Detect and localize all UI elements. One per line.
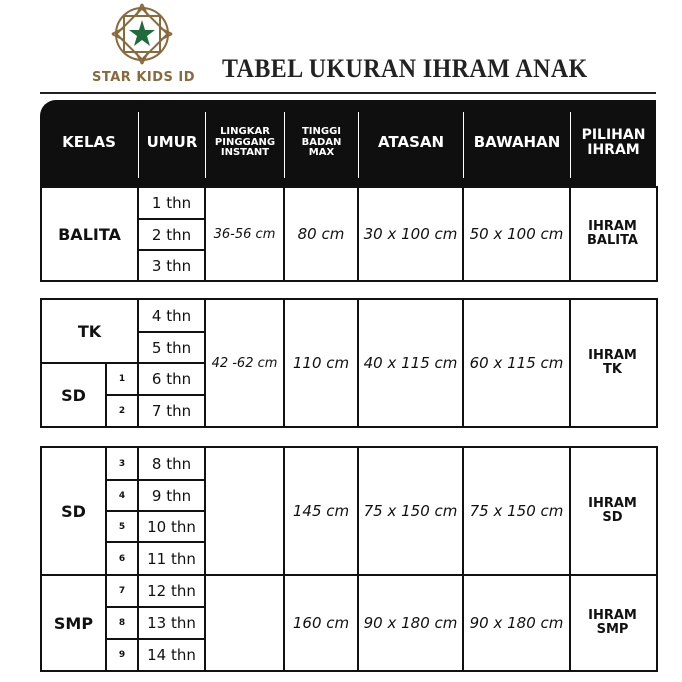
page-title: TABEL UKURAN IHRAM ANAK (222, 54, 588, 83)
header-pilihan-line: PILIHAN (581, 127, 646, 144)
grade-number: 7 (118, 586, 126, 596)
grade-number: 2 (118, 406, 126, 416)
bawahan-value: 90 x 180 cm (469, 614, 564, 632)
age-cell: 6 thn (151, 370, 192, 388)
age-cell: 4 thn (151, 306, 192, 325)
bawahan-value: 50 x 100 cm (469, 225, 564, 243)
pilihan-line: IHRAM (588, 218, 637, 234)
age-cell: 5 thn (151, 338, 192, 357)
kelas-tk: TK (77, 321, 102, 341)
pilihan-tk (571, 300, 654, 426)
lingkar-value: 42 -62 cm (211, 355, 278, 371)
star-ornament-icon (110, 2, 174, 66)
tinggi-value: 110 cm (292, 354, 350, 372)
grade-number: 5 (118, 521, 126, 532)
header-tinggi-line: BADAN (301, 136, 342, 148)
atasan-value: 90 x 180 cm (363, 614, 458, 632)
age-cell: 7 thn (151, 402, 192, 420)
atasan-value: 75 x 150 cm (363, 502, 458, 520)
pilihan-sd (571, 448, 654, 574)
header-pilihan-line: IHRAM (587, 142, 640, 158)
grade-number: 1 (118, 374, 126, 384)
kelas-smp: SMP (53, 613, 94, 633)
age-cell: 1 thn (151, 194, 192, 212)
header-tinggi-line: TINGGI (301, 126, 342, 138)
header-tinggi-line: MAX (308, 147, 335, 159)
kelas-sd: SD (61, 385, 86, 405)
pilihan-line: TK (603, 362, 622, 377)
title-divider (40, 92, 656, 94)
header-lingkar-line: PINGGANG (214, 136, 276, 148)
atasan-value: 30 x 100 cm (363, 225, 458, 243)
grade-number: 3 (118, 458, 126, 469)
kelas-sd: SD (61, 501, 86, 521)
pilihan-line: IHRAM (588, 495, 637, 511)
lingkar-value: 36-56 cm (213, 226, 276, 242)
tinggi-value: 145 cm (292, 502, 350, 520)
pilihan-smp (571, 576, 654, 670)
age-cell: 13 thn (147, 614, 196, 632)
header-atasan: ATASAN (377, 133, 445, 152)
pilihan-line: IHRAM (588, 347, 637, 363)
tinggi-value: 160 cm (292, 614, 350, 632)
atasan-value: 40 x 115 cm (363, 354, 458, 372)
age-cell: 8 thn (151, 454, 192, 473)
age-cell: 11 thn (147, 549, 196, 568)
kelas-balita: BALITA (58, 224, 121, 244)
age-cell: 3 thn (151, 256, 192, 275)
pilihan-line: BALITA (586, 233, 638, 248)
header-kelas: KELAS (62, 133, 116, 152)
age-cell: 2 thn (151, 225, 192, 244)
header-pilihan (571, 100, 656, 186)
header-umur: UMUR (146, 133, 198, 152)
grade-number: 4 (118, 490, 126, 501)
grade-number: 6 (118, 553, 126, 564)
header-lingkar-line: LINGKAR (220, 126, 270, 138)
grade-number: 9 (118, 650, 126, 660)
brand-name: STAR KIDS ID (92, 70, 196, 85)
bawahan-value: 60 x 115 cm (469, 354, 564, 372)
pilihan-line: IHRAM (588, 607, 637, 623)
header-lingkar (206, 100, 284, 186)
age-cell: 10 thn (147, 517, 196, 536)
age-cell: 12 thn (147, 582, 196, 600)
header-lingkar-line: INSTANT (220, 147, 270, 159)
age-cell: 14 thn (147, 646, 196, 664)
age-cell: 9 thn (151, 486, 192, 505)
grade-number: 8 (118, 618, 126, 628)
header-bawahan: BAWAHAN (473, 133, 561, 152)
header-tinggi (285, 100, 358, 186)
pilihan-line: SD (602, 510, 623, 525)
pilihan-line: SMP (596, 622, 629, 637)
pilihan-balita (571, 188, 654, 280)
tinggi-value: 80 cm (297, 225, 345, 243)
bawahan-value: 75 x 150 cm (469, 502, 564, 520)
